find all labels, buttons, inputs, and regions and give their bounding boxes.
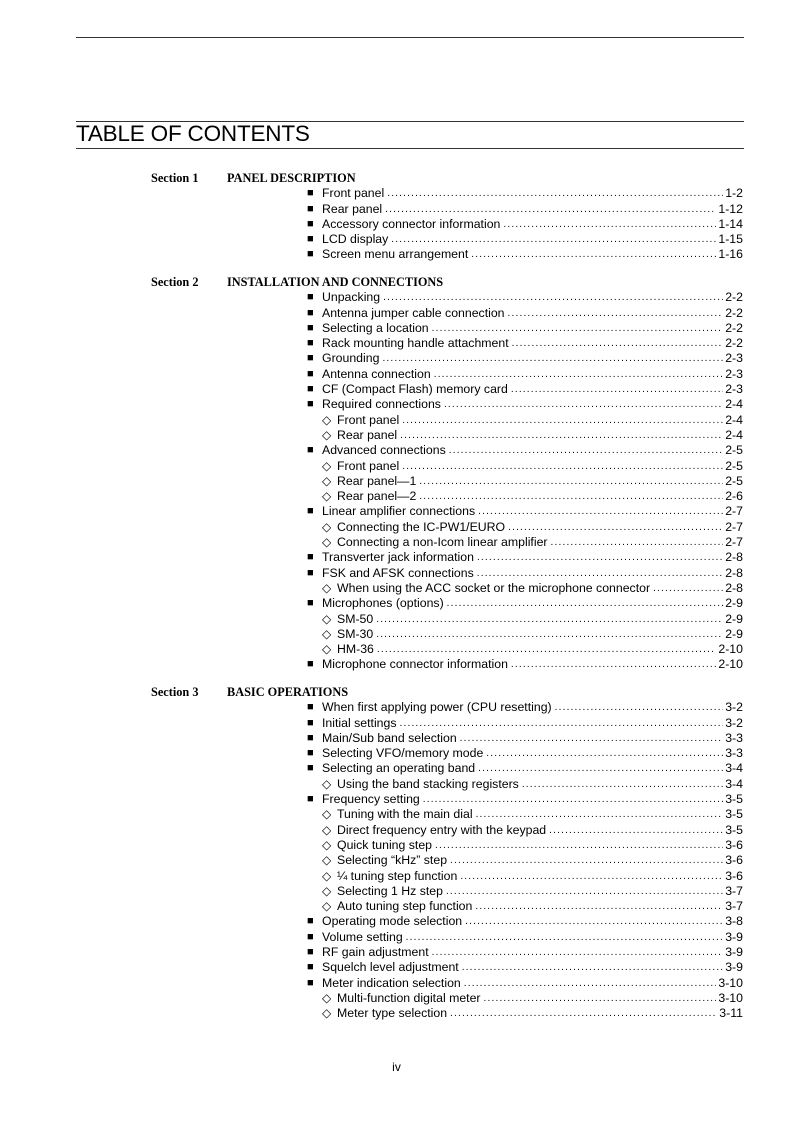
toc-entry[interactable] bbox=[0, 550, 743, 565]
section-number: Section 2 bbox=[151, 275, 199, 289]
dot-leader bbox=[419, 489, 723, 504]
dot-leader bbox=[450, 1006, 717, 1021]
entry-page: 3-5 bbox=[725, 792, 743, 807]
dot-leader bbox=[387, 186, 723, 201]
toc-subentry[interactable] bbox=[0, 777, 743, 792]
square-bullet-icon: ■ bbox=[307, 731, 314, 744]
entry-label: Selecting 1 Hz step bbox=[337, 883, 443, 898]
square-bullet-icon: ■ bbox=[307, 291, 314, 304]
entry-page: 2-8 bbox=[725, 550, 743, 565]
entry-label: Meter type selection bbox=[337, 1006, 448, 1021]
toc-entry[interactable] bbox=[0, 976, 743, 991]
entry-page: 2-9 bbox=[725, 611, 743, 626]
dot-leader bbox=[484, 991, 717, 1006]
toc-entry[interactable] bbox=[0, 700, 743, 715]
entry-page: 3-5 bbox=[725, 822, 743, 837]
entry-page: 2-8 bbox=[725, 565, 743, 580]
toc-entry[interactable] bbox=[0, 290, 743, 305]
dot-leader bbox=[464, 976, 717, 991]
toc-subentry[interactable] bbox=[0, 535, 743, 550]
entry-label: Squelch level adjustment bbox=[322, 960, 459, 975]
section-number: Section 1 bbox=[151, 171, 199, 185]
entry-page: 3-9 bbox=[725, 945, 743, 960]
toc-entry[interactable] bbox=[0, 716, 743, 731]
diamond-bullet-icon: ◇ bbox=[322, 1006, 332, 1021]
entry-page: 3-3 bbox=[725, 746, 743, 761]
square-bullet-icon: ■ bbox=[307, 505, 314, 518]
dot-leader bbox=[400, 716, 724, 731]
toc-entry[interactable] bbox=[0, 930, 743, 945]
toc-entry[interactable] bbox=[0, 761, 743, 776]
diamond-bullet-icon: ◇ bbox=[322, 519, 332, 534]
dot-leader bbox=[477, 566, 723, 581]
entry-label: Linear amplifier connections bbox=[322, 504, 476, 519]
dot-leader bbox=[423, 792, 723, 807]
diamond-bullet-icon: ◇ bbox=[322, 427, 332, 442]
dot-leader bbox=[449, 443, 723, 458]
dot-leader bbox=[432, 321, 724, 336]
diamond-bullet-icon: ◇ bbox=[322, 626, 332, 641]
diamond-bullet-icon: ◇ bbox=[322, 822, 332, 837]
diamond-bullet-icon: ◇ bbox=[322, 853, 332, 868]
entry-page: 1-12 bbox=[718, 201, 743, 216]
square-bullet-icon: ■ bbox=[307, 961, 314, 974]
diamond-bullet-icon: ◇ bbox=[322, 412, 332, 427]
toc-entry[interactable] bbox=[0, 731, 743, 746]
dot-leader bbox=[385, 202, 716, 217]
dot-leader bbox=[475, 899, 723, 914]
toc-subentry[interactable] bbox=[0, 581, 743, 596]
title-bottom-rule bbox=[76, 148, 744, 149]
entry-label: When first applying power (CPU resetting) bbox=[322, 700, 552, 715]
dot-leader bbox=[478, 761, 723, 776]
dot-leader bbox=[460, 731, 724, 746]
dot-leader bbox=[477, 550, 723, 565]
square-bullet-icon: ■ bbox=[307, 915, 314, 928]
entry-page: 3-8 bbox=[725, 914, 743, 929]
entry-label: Selecting a location bbox=[322, 320, 429, 335]
entry-page: 1-2 bbox=[725, 186, 743, 201]
entry-label: Antenna jumper cable connection bbox=[322, 305, 505, 320]
entry-page: 3-6 bbox=[725, 868, 743, 883]
entry-page: 2-10 bbox=[718, 657, 743, 672]
toc-entry[interactable] bbox=[0, 397, 743, 412]
entry-label: CF (Compact Flash) memory card bbox=[322, 382, 508, 397]
square-bullet-icon: ■ bbox=[307, 217, 314, 230]
entry-label: RF gain adjustment bbox=[322, 945, 429, 960]
dot-leader bbox=[465, 914, 723, 929]
entry-label: Microphone connector information bbox=[322, 657, 508, 672]
entry-label: Auto tuning step function bbox=[337, 899, 473, 914]
diamond-bullet-icon: ◇ bbox=[322, 868, 332, 883]
entry-label: Front panel bbox=[337, 458, 400, 473]
entry-page: 2-5 bbox=[725, 473, 743, 488]
entry-label: Multi-function digital meter bbox=[337, 990, 481, 1005]
square-bullet-icon: ■ bbox=[307, 793, 314, 806]
square-bullet-icon: ■ bbox=[307, 747, 314, 760]
entry-page: 3-9 bbox=[725, 929, 743, 944]
square-bullet-icon: ■ bbox=[307, 202, 314, 215]
entry-label: Transverter jack information bbox=[322, 550, 474, 565]
toc-entry[interactable] bbox=[0, 202, 743, 217]
entry-page: 3-6 bbox=[725, 853, 743, 868]
entry-page: 2-3 bbox=[725, 382, 743, 397]
square-bullet-icon: ■ bbox=[307, 367, 314, 380]
section-heading bbox=[0, 275, 793, 290]
entry-page: 2-3 bbox=[725, 351, 743, 366]
square-bullet-icon: ■ bbox=[307, 187, 314, 200]
entry-page: 3-10 bbox=[718, 975, 743, 990]
dot-leader bbox=[460, 869, 723, 884]
dot-leader bbox=[476, 807, 724, 822]
diamond-bullet-icon: ◇ bbox=[322, 642, 332, 657]
entry-label: Advanced connections bbox=[322, 443, 446, 458]
square-bullet-icon: ■ bbox=[307, 946, 314, 959]
entry-label: LCD display bbox=[322, 232, 389, 247]
entry-page: 2-4 bbox=[725, 397, 743, 412]
dot-leader bbox=[450, 853, 723, 868]
entry-label: Screen menu arrangement bbox=[322, 247, 469, 262]
section-1 bbox=[0, 171, 793, 263]
toc-subentry[interactable] bbox=[0, 474, 743, 489]
dot-leader bbox=[444, 397, 723, 412]
dot-leader bbox=[471, 247, 716, 262]
dot-leader bbox=[382, 351, 723, 366]
section-heading bbox=[0, 171, 793, 186]
toc-entry[interactable] bbox=[0, 217, 743, 232]
toc-entry[interactable] bbox=[0, 232, 743, 247]
entry-label: Grounding bbox=[322, 351, 380, 366]
square-bullet-icon: ■ bbox=[307, 566, 314, 579]
toc-entry[interactable] bbox=[0, 351, 743, 366]
toc-subentry[interactable] bbox=[0, 642, 743, 657]
dot-leader bbox=[377, 642, 716, 657]
entry-page: 2-7 bbox=[725, 519, 743, 534]
dot-leader bbox=[503, 217, 716, 232]
toc-subentry[interactable] bbox=[0, 627, 743, 642]
diamond-bullet-icon: ◇ bbox=[322, 535, 332, 550]
toc-entry[interactable] bbox=[0, 306, 743, 321]
entry-label: Frequency setting bbox=[322, 792, 420, 807]
toc-entry[interactable] bbox=[0, 746, 743, 761]
toc-entry[interactable] bbox=[0, 367, 743, 382]
dot-leader bbox=[555, 700, 724, 715]
square-bullet-icon: ■ bbox=[307, 352, 314, 365]
entry-label: Direct frequency entry with the keypad bbox=[337, 822, 547, 837]
entry-page: 2-10 bbox=[718, 642, 743, 657]
toc-entry[interactable] bbox=[0, 960, 743, 975]
diamond-bullet-icon: ◇ bbox=[322, 473, 332, 488]
toc-subentry[interactable] bbox=[0, 1006, 743, 1021]
entry-label: ¼ tuning step function bbox=[337, 868, 458, 883]
entry-page: 2-4 bbox=[725, 427, 743, 442]
entry-page: 2-9 bbox=[725, 626, 743, 641]
entry-label: Accessory connector information bbox=[322, 216, 501, 231]
entry-page: 1-16 bbox=[718, 247, 743, 262]
entry-page: 3-5 bbox=[725, 807, 743, 822]
toc-subentry[interactable] bbox=[0, 807, 743, 822]
square-bullet-icon: ■ bbox=[307, 337, 314, 350]
toc-entry[interactable] bbox=[0, 443, 743, 458]
toc-entry[interactable] bbox=[0, 914, 743, 929]
diamond-bullet-icon: ◇ bbox=[322, 990, 332, 1005]
dot-leader bbox=[512, 336, 724, 351]
square-bullet-icon: ■ bbox=[307, 658, 314, 671]
toc-subentry[interactable] bbox=[0, 489, 743, 504]
toc-entry[interactable] bbox=[0, 186, 743, 201]
square-bullet-icon: ■ bbox=[307, 551, 314, 564]
toc-entry[interactable] bbox=[0, 792, 743, 807]
square-bullet-icon: ■ bbox=[307, 383, 314, 396]
square-bullet-icon: ■ bbox=[307, 597, 314, 610]
dot-leader bbox=[446, 884, 723, 899]
entry-label: Required connections bbox=[322, 397, 441, 412]
top-rule bbox=[76, 37, 744, 38]
entry-page: 3-11 bbox=[719, 1006, 743, 1021]
entry-page: 1-14 bbox=[718, 216, 743, 231]
toc-subentry[interactable] bbox=[0, 838, 743, 853]
square-bullet-icon: ■ bbox=[307, 321, 314, 334]
square-bullet-icon: ■ bbox=[307, 716, 314, 729]
toc-entry[interactable] bbox=[0, 657, 743, 672]
entry-label: Using the band stacking registers bbox=[337, 776, 519, 791]
dot-leader bbox=[462, 960, 724, 975]
entry-label: Selecting an operating band bbox=[322, 761, 476, 776]
entry-label: Quick tuning step bbox=[337, 837, 433, 852]
toc-subentry[interactable] bbox=[0, 899, 743, 914]
entry-page: 3-9 bbox=[725, 960, 743, 975]
entry-label: SM-30 bbox=[337, 626, 374, 641]
diamond-bullet-icon: ◇ bbox=[322, 580, 332, 595]
dot-leader bbox=[419, 474, 723, 489]
entry-page: 2-3 bbox=[725, 366, 743, 381]
entry-page: 2-7 bbox=[725, 504, 743, 519]
section-title: INSTALLATION AND CONNECTIONS bbox=[227, 275, 444, 289]
dot-leader bbox=[391, 232, 716, 247]
entry-label: Main/Sub band selection bbox=[322, 730, 457, 745]
toc-entry[interactable] bbox=[0, 336, 743, 351]
entry-page: 3-2 bbox=[725, 715, 743, 730]
entry-label: Operating mode selection bbox=[322, 914, 463, 929]
square-bullet-icon: ■ bbox=[307, 701, 314, 714]
entry-page: 3-7 bbox=[725, 883, 743, 898]
entry-page: 1-15 bbox=[718, 232, 743, 247]
square-bullet-icon: ■ bbox=[307, 444, 314, 457]
toc-entry[interactable] bbox=[0, 504, 743, 519]
toc-entry[interactable] bbox=[0, 566, 743, 581]
section-2 bbox=[0, 275, 793, 673]
toc-subentry[interactable] bbox=[0, 520, 743, 535]
entry-label: Antenna connection bbox=[322, 366, 431, 381]
dot-leader bbox=[478, 504, 723, 519]
toc-subentry[interactable] bbox=[0, 869, 743, 884]
entry-page: 2-6 bbox=[725, 489, 743, 504]
entry-label: Meter indication selection bbox=[322, 975, 461, 990]
diamond-bullet-icon: ◇ bbox=[322, 489, 332, 504]
dot-leader bbox=[551, 535, 724, 550]
section-title: BASIC OPERATIONS bbox=[227, 685, 349, 699]
toc-subentry[interactable] bbox=[0, 612, 743, 627]
square-bullet-icon: ■ bbox=[307, 306, 314, 319]
entry-label: Tuning with the main dial bbox=[337, 807, 473, 822]
dot-leader bbox=[653, 581, 723, 596]
entry-page: 2-5 bbox=[725, 458, 743, 473]
square-bullet-icon: ■ bbox=[307, 762, 314, 775]
dot-leader bbox=[402, 459, 723, 474]
dot-leader bbox=[511, 382, 723, 397]
entry-label: FSK and AFSK connections bbox=[322, 565, 474, 580]
toc-subentry[interactable] bbox=[0, 853, 743, 868]
entry-page: 3-10 bbox=[718, 990, 743, 1005]
section-title: PANEL DESCRIPTION bbox=[227, 171, 356, 185]
entry-page: 3-3 bbox=[725, 730, 743, 745]
entry-label: Microphones (options) bbox=[322, 596, 444, 611]
entry-label: Selecting VFO/memory mode bbox=[322, 746, 484, 761]
entry-label: Rear panel bbox=[337, 427, 398, 442]
entry-page: 2-9 bbox=[725, 596, 743, 611]
entry-page: 3-4 bbox=[725, 761, 743, 776]
entry-label: Unpacking bbox=[322, 290, 381, 305]
toc-entry[interactable] bbox=[0, 596, 743, 611]
dot-leader bbox=[508, 520, 723, 535]
square-bullet-icon: ■ bbox=[307, 248, 314, 261]
entry-label: Connecting the IC-PW1/EURO bbox=[337, 519, 506, 534]
toc-subentry[interactable] bbox=[0, 991, 743, 1006]
entry-label: When using the ACC socket or the microphone connector bbox=[337, 580, 651, 595]
dot-leader bbox=[402, 413, 723, 428]
entry-page: 2-5 bbox=[725, 443, 743, 458]
section-heading bbox=[0, 685, 793, 700]
entry-label: Front panel bbox=[337, 412, 400, 427]
toc-entry[interactable] bbox=[0, 382, 743, 397]
entry-page: 2-2 bbox=[725, 305, 743, 320]
page-title: TABLE OF CONTENTS bbox=[76, 121, 310, 146]
page-number: iv bbox=[392, 1060, 401, 1074]
entry-page: 2-8 bbox=[725, 580, 743, 595]
dot-leader bbox=[406, 930, 724, 945]
entry-label: Front panel bbox=[322, 186, 385, 201]
entry-page: 2-2 bbox=[725, 320, 743, 335]
section-number: Section 3 bbox=[151, 685, 199, 699]
dot-leader bbox=[383, 290, 723, 305]
diamond-bullet-icon: ◇ bbox=[322, 611, 332, 626]
diamond-bullet-icon: ◇ bbox=[322, 807, 332, 822]
toc-subentry[interactable] bbox=[0, 413, 743, 428]
entry-label: Volume setting bbox=[322, 929, 403, 944]
diamond-bullet-icon: ◇ bbox=[322, 837, 332, 852]
dot-leader bbox=[549, 823, 723, 838]
diamond-bullet-icon: ◇ bbox=[322, 883, 332, 898]
entry-label: Rack mounting handle attachment bbox=[322, 336, 509, 351]
dot-leader bbox=[400, 428, 723, 443]
dot-leader bbox=[486, 746, 723, 761]
section-3 bbox=[0, 685, 793, 1022]
entry-page: 3-6 bbox=[725, 837, 743, 852]
toc-entry[interactable] bbox=[0, 321, 743, 336]
square-bullet-icon: ■ bbox=[307, 233, 314, 246]
toc-subentry[interactable] bbox=[0, 459, 743, 474]
entry-page: 3-2 bbox=[725, 700, 743, 715]
square-bullet-icon: ■ bbox=[307, 398, 314, 411]
diamond-bullet-icon: ◇ bbox=[322, 458, 332, 473]
dot-leader bbox=[522, 777, 723, 792]
dot-leader bbox=[508, 306, 724, 321]
entry-page: 2-2 bbox=[725, 336, 743, 351]
dot-leader bbox=[376, 627, 723, 642]
dot-leader bbox=[376, 612, 723, 627]
entry-page: 3-7 bbox=[725, 899, 743, 914]
entry-page: 3-4 bbox=[725, 776, 743, 791]
entry-page: 2-7 bbox=[725, 535, 743, 550]
toc-subentry[interactable] bbox=[0, 428, 743, 443]
dot-leader bbox=[434, 367, 724, 382]
entry-label: Selecting “kHz” step bbox=[337, 853, 448, 868]
entry-label: Rear panel—1 bbox=[337, 473, 417, 488]
entry-label: Rear panel bbox=[322, 201, 383, 216]
diamond-bullet-icon: ◇ bbox=[322, 776, 332, 791]
toc-subentry[interactable] bbox=[0, 823, 743, 838]
dot-leader bbox=[447, 596, 724, 611]
entry-page: 2-2 bbox=[725, 290, 743, 305]
diamond-bullet-icon: ◇ bbox=[322, 899, 332, 914]
square-bullet-icon: ■ bbox=[307, 930, 314, 943]
entry-page: 2-4 bbox=[725, 412, 743, 427]
entry-label: SM-50 bbox=[337, 611, 374, 626]
toc-subentry[interactable] bbox=[0, 884, 743, 899]
entry-label: Connecting a non-Icom linear amplifier bbox=[337, 535, 548, 550]
entry-label: HM-36 bbox=[337, 642, 374, 657]
dot-leader bbox=[432, 945, 724, 960]
dot-leader bbox=[511, 657, 716, 672]
toc-entry[interactable] bbox=[0, 945, 743, 960]
square-bullet-icon: ■ bbox=[307, 976, 314, 989]
entry-label: Initial settings bbox=[322, 715, 397, 730]
entry-label: Rear panel—2 bbox=[337, 489, 417, 504]
dot-leader bbox=[435, 838, 723, 853]
toc-entry[interactable] bbox=[0, 247, 743, 262]
